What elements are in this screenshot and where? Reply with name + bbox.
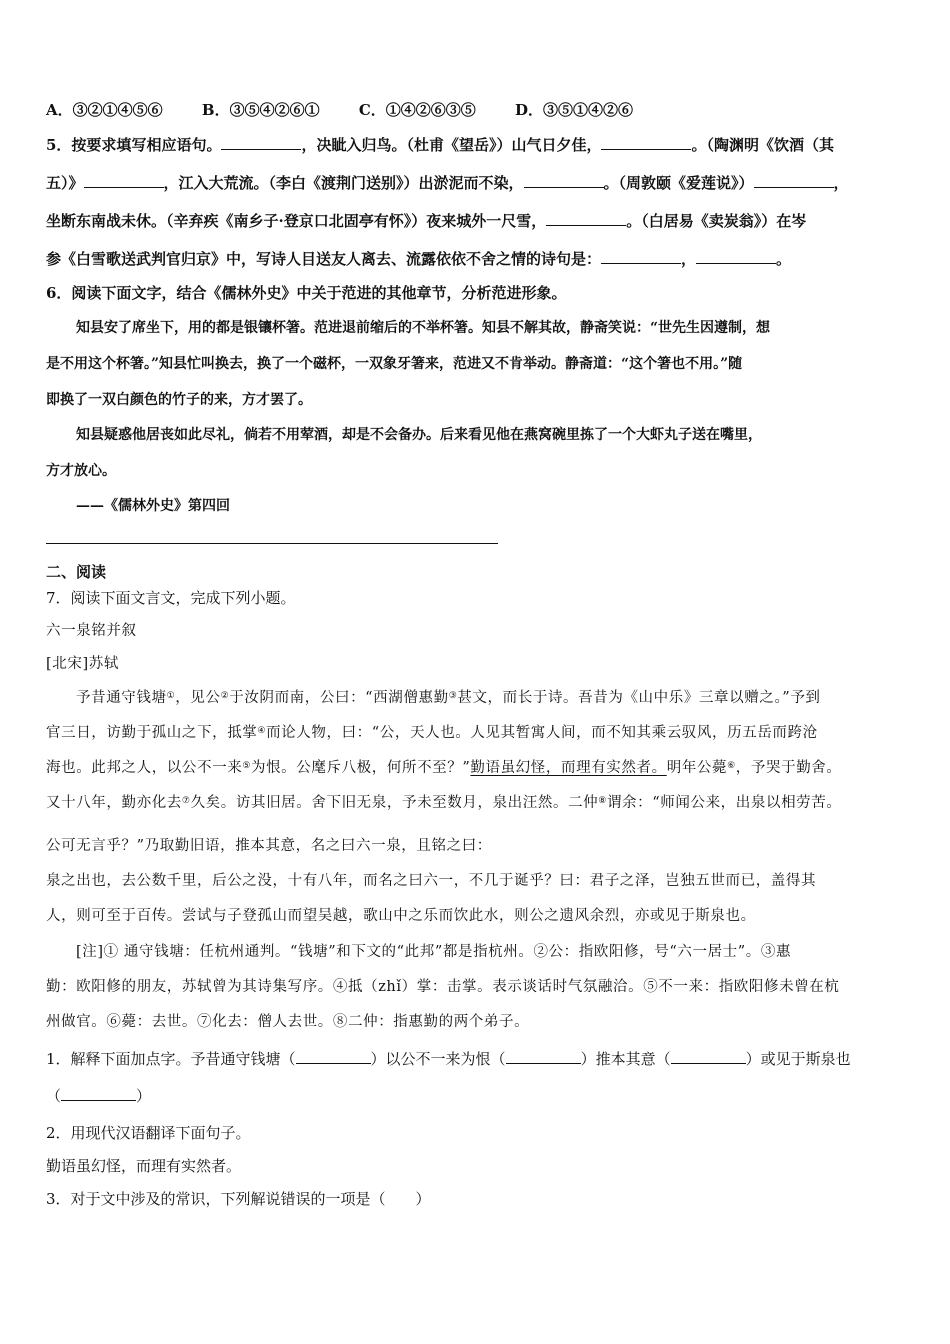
answer-blank[interactable] — [61, 1086, 136, 1101]
passage-text: ，见公 — [175, 690, 221, 706]
passage-line-5: 公可无言乎？”乃取勤旧语，推本其意，名之曰六一泉，且铭之曰： — [46, 838, 492, 854]
option-a — [46, 100, 163, 120]
q5-text: ，江入大荒流。（李白《渡荆门送别》）出淤泥而不染， — [163, 174, 524, 192]
q5-text: 五）》 — [46, 174, 84, 192]
sub-question-2: 2．用现代汉语翻译下面句子。 — [46, 1124, 251, 1142]
footnote-ref: ⑤ — [242, 761, 251, 771]
option-d — [515, 100, 633, 120]
answer-blank[interactable] — [296, 1049, 371, 1064]
question-text: （ — [46, 1087, 62, 1105]
passage-text: 为恨。公麾斥八极，何所不至？” — [250, 760, 471, 776]
passage-text: 予昔通守钱塘 — [76, 690, 167, 706]
answer-blank[interactable] — [524, 173, 604, 188]
passage-text: 又十八年，勤亦化去 — [46, 795, 182, 811]
answer-blank[interactable] — [696, 249, 776, 264]
option-value: ①④②⑥③⑤ — [385, 101, 476, 119]
passage-line-2 — [46, 723, 818, 743]
answer-blank[interactable] — [546, 211, 626, 226]
q5-text: 。（白居易《卖炭翁》）在岑 — [626, 212, 807, 230]
passage-line-1 — [46, 688, 821, 708]
passage-text: 明年公薨 — [666, 760, 728, 776]
q5-text: ，决眦入归鸟。（杜甫《望岳》）山气日夕佳， — [301, 136, 602, 154]
passage-text: 海也。此邦之人，以公不一来 — [46, 760, 243, 776]
q5-text: ， — [833, 174, 849, 192]
option-c — [359, 100, 476, 120]
notes-line-1: [注]① 通守钱塘：任杭州通判。“钱塘”和下文的“此邦”都是指杭州。②公：指欧阳修，号“六一居士”。③惠 — [76, 944, 792, 960]
answer-blank[interactable] — [84, 173, 164, 188]
answer-blank[interactable] — [601, 135, 691, 150]
notes-line-2: 勤：欧阳修的朋友，苏轼曾为其诗集写序。④抵（zhǐ）掌：击掌。表示谈话时气氛融洽。⑤不一来：指欧阳修未曾在杭 — [46, 979, 840, 995]
notes-line-3: 州做官。⑥薨：去世。⑦化去：僧人去世。⑧二仲：指惠勤的两个弟子。 — [46, 1014, 530, 1030]
passage-text: 而论人物，曰：“公，天人也。人见其暂寓人间，而不知其乘云驭风，历五岳而跨沧 — [266, 725, 818, 741]
translate-sentence: 勤语虽幻怪，而理有实然者。 — [46, 1157, 242, 1175]
footnote-ref: ⑥ — [727, 761, 736, 771]
q6-prompt: 6．阅读下面文字，结合《儒林外史》中关于范进的其他章节，分析范进形象。 — [46, 284, 567, 302]
q5-text: 5．按要求填写相应语句。 — [46, 136, 222, 154]
passage-text: 甚文，而长于诗。吾昔为《山中乐》三章以赠之。”予到 — [457, 690, 821, 706]
footnote-ref: ④ — [257, 726, 267, 736]
q6-passage-line: 知县疑惑他居丧如此尽礼，倘若不用荤酒，却是不会备办。后来看见他在燕窝碗里拣了一个大虾丸子送在嘴里， — [76, 427, 762, 443]
footnote-ref: ② — [220, 691, 230, 701]
q6-passage-line: 知县安了席坐下，用的都是银镶杯箸。范进退前缩后的不举杯箸。知县不解其故，静斋笑说：“世先生因遵制，想 — [76, 320, 771, 336]
sub-question-1-cont — [46, 1086, 151, 1106]
footnote-ref: ⑧ — [598, 796, 607, 806]
option-label: C． — [358, 101, 386, 119]
sub-question-3: 3．对于文中涉及的常识，下列解说错误的一项是（ ） — [46, 1190, 431, 1208]
q6-source: ——《儒林外史》第四回 — [76, 498, 230, 514]
q5-line-3 — [46, 211, 806, 231]
question-text: ） — [136, 1087, 152, 1105]
option-value: ③②①④⑤⑥ — [72, 101, 163, 119]
passage-text: 谓余：“师闻公来，出泉以相劳苦。 — [606, 795, 842, 811]
question-text: ）或见于斯泉也 — [745, 1050, 851, 1068]
option-label: D． — [515, 101, 544, 119]
q4-options — [46, 100, 667, 120]
answer-blank[interactable] — [754, 173, 834, 188]
q5-text: 。（陶渊明《饮酒（其 — [691, 136, 834, 154]
section-heading: 二、阅读 — [46, 563, 107, 581]
q5-text: 。 — [776, 250, 792, 268]
passage-text: 于汝阴而南，公曰：“西湖僧惠勤 — [229, 690, 449, 706]
q5-line-2 — [46, 173, 849, 193]
footnote-ref: ① — [166, 691, 176, 701]
passage-text: ，予哭于勤舍。 — [735, 760, 842, 776]
option-label: A． — [46, 101, 73, 119]
q5-line-4 — [46, 249, 791, 269]
question-text: 1．解释下面加点字。予昔通守钱塘（ — [46, 1050, 296, 1068]
inscription-line-2: 人，则可至于百传。尝试与子登孤山而望吴越，歌山中之乐而饮此水，则公之遗风余烈，亦或见于斯泉也。 — [46, 908, 756, 924]
passage-line-4 — [46, 793, 841, 813]
option-value: ③⑤④②⑥① — [229, 101, 320, 119]
underlined-sentence: 勤语虽幻怪，而理有实然者。 — [470, 760, 667, 776]
passage-author: [北宋]苏轼 — [46, 656, 119, 672]
sub-question-1 — [46, 1049, 851, 1069]
inscription-line-1: 泉之出也，去公数千里，后公之没，十有八年，而名之曰六一，不几于诞乎？曰：君子之泽，岂独五世而已，盖得其 — [46, 873, 817, 889]
q5-line-1 — [46, 135, 834, 155]
q5-text: ， — [681, 250, 697, 268]
answer-blank[interactable] — [601, 249, 681, 264]
answer-blank[interactable] — [221, 135, 301, 150]
passage-line-3 — [46, 758, 842, 778]
q7-prompt: 7．阅读下面文言文，完成下列小题。 — [46, 589, 296, 607]
q5-text: 。（周敦颐《爱莲说》） — [603, 174, 754, 192]
question-text: ）推本其意（ — [580, 1050, 671, 1068]
option-b — [202, 100, 320, 120]
answer-line[interactable] — [46, 543, 498, 544]
answer-blank[interactable] — [506, 1049, 581, 1064]
footnote-ref: ③ — [448, 691, 458, 701]
option-label: B． — [201, 101, 230, 119]
q6-passage-line: 即换了一双白颜色的竹子的来，方才罢了。 — [46, 392, 312, 408]
q6-passage-line: 方才放心。 — [46, 463, 116, 479]
question-text: ）以公不一来为恨（ — [370, 1050, 506, 1068]
q5-text: 坐断东南战未休。（辛弃疾《南乡子·登京口北固亭有怀》）夜来城外一尺雪， — [46, 212, 547, 230]
option-value: ③⑤①④②⑥ — [543, 101, 634, 119]
answer-blank[interactable] — [671, 1049, 746, 1064]
q6-passage-line: 是不用这个杯箸。”知县忙叫换去，换了一个磁杯，一双象牙箸来，范进又不肯举动。静斋道：“这个箸也不用。”随 — [46, 356, 743, 372]
passage-text: 官三日，访勤于孤山之下，抵掌 — [46, 725, 258, 741]
passage-title: 六一泉铭并叙 — [46, 623, 137, 639]
q5-text: 参《白雪歌送武判官归京》中，写诗人目送友人离去、流露依依不舍之情的诗句是： — [46, 250, 602, 268]
passage-text: 久矣。访其旧居。舍下旧无泉，予未至数月，泉出汪然。二仲 — [190, 795, 599, 811]
footnote-ref: ⑦ — [181, 796, 191, 806]
